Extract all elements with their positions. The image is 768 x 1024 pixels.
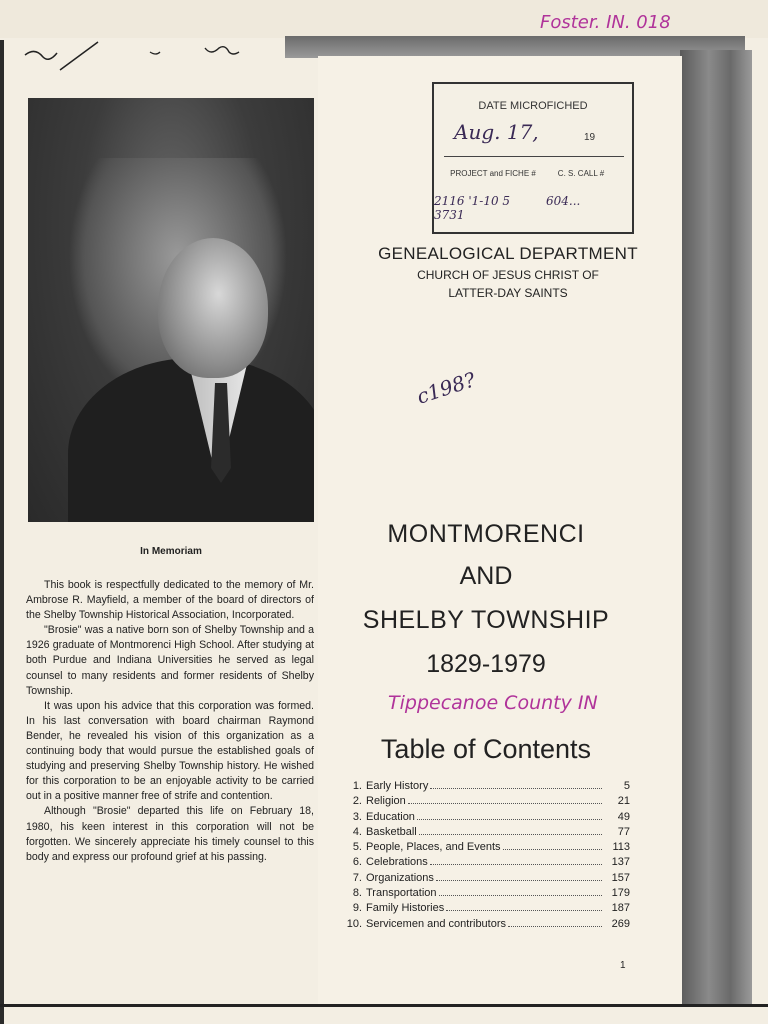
handwritten-county: Tippecanoe County IN: [388, 692, 598, 714]
toc-entry: 5. People, Places, and Events 113: [352, 841, 630, 854]
toc-entry: 8. Transportation 179: [352, 887, 630, 900]
toc-entry: 4. Basketball 77: [352, 825, 630, 838]
book-title-line3: SHELBY TOWNSHIP: [362, 606, 610, 634]
stamp-project-label: PROJECT and FICHE #: [450, 169, 536, 178]
handwritten-call-number: Foster. IN. 018: [540, 12, 671, 33]
toc-heading: Table of Contents: [380, 734, 592, 764]
pen-scribble: [20, 40, 280, 84]
bottom-edge: [0, 1004, 768, 1007]
right-shadow: [680, 50, 752, 1005]
handwritten-date-note: c198?: [413, 367, 479, 409]
toc-entry: 1. Early History 5: [352, 780, 630, 792]
table-of-contents: [340, 780, 630, 933]
stamp-cs-label: C. S. CALL #: [557, 169, 605, 178]
memoriam-heading: In Memoriam: [140, 546, 202, 557]
church-name-line1: CHURCH OF JESUS CHRIST OF: [417, 268, 599, 282]
stamp-heading: DATE MICROFICHED: [478, 100, 588, 112]
memoriam-paragraph: Although "Brosie" departed this life on February 18, 1980, his keen interest in this corporation will not be forgotten. We sincerely appreciate his timely counsel to this body and express our profound grief at his passing.: [26, 805, 314, 863]
memoriam-text: [26, 578, 314, 865]
department-name: GENEALOGICAL DEPARTMENT: [378, 244, 638, 263]
stamp-cs-value: 604...: [546, 194, 581, 208]
book-years: 1829-1979: [426, 650, 546, 678]
top-shadow: [285, 36, 745, 58]
stamp-project-value: 2116 '1-10 5 3731: [434, 194, 511, 222]
microfiche-stamp: [432, 82, 634, 234]
book-title-line2: AND: [459, 562, 513, 590]
church-name-line2: LATTER-DAY SAINTS: [448, 286, 568, 300]
toc-entry: 9. Family Histories 187: [352, 902, 630, 915]
toc-entry: 6. Celebrations 137: [352, 856, 630, 869]
memoriam-paragraph: This book is respectfully dedicated to the memory of Mr. Ambrose R. Mayfield, a member of the board of directors of the Shelby Township Historical Association, Incorporated.: [26, 579, 314, 622]
memoriam-paragraph: "Brosie" was a native born son of Shelby Township and a 1926 graduate of Montmorenci High School. After studying at both Purdue and Indiana Universities he served as legal counsel to many residents and former residents of Shelby Township.: [26, 624, 314, 697]
memorial-portrait-photo: [28, 98, 314, 522]
page-number: 1: [620, 960, 626, 971]
stamp-date: Aug. 17,: [454, 120, 539, 144]
book-title-line1: MONTMORENCI: [387, 520, 585, 548]
toc-entry: 7. Organizations 157: [352, 871, 630, 884]
toc-entry: 10. Servicemen and contributors 269: [346, 917, 630, 930]
stamp-year: 19: [584, 132, 596, 143]
toc-entry: 3. Education 49: [352, 810, 630, 823]
memoriam-paragraph: It was upon his advice that this corporation was formed. In his last conversation with board chairman Raymond Bender, he revealed his vision of this organization as a continuing body that would pursue the established goals of studying and preserving Shelby Township history. He wished for this corporation to be an enjoyable activity to be carried out in a positive manner free of strife and contention.: [26, 699, 314, 803]
left-edge-shadow: [0, 40, 4, 1024]
toc-entry: 2. Religion 21: [352, 795, 630, 808]
